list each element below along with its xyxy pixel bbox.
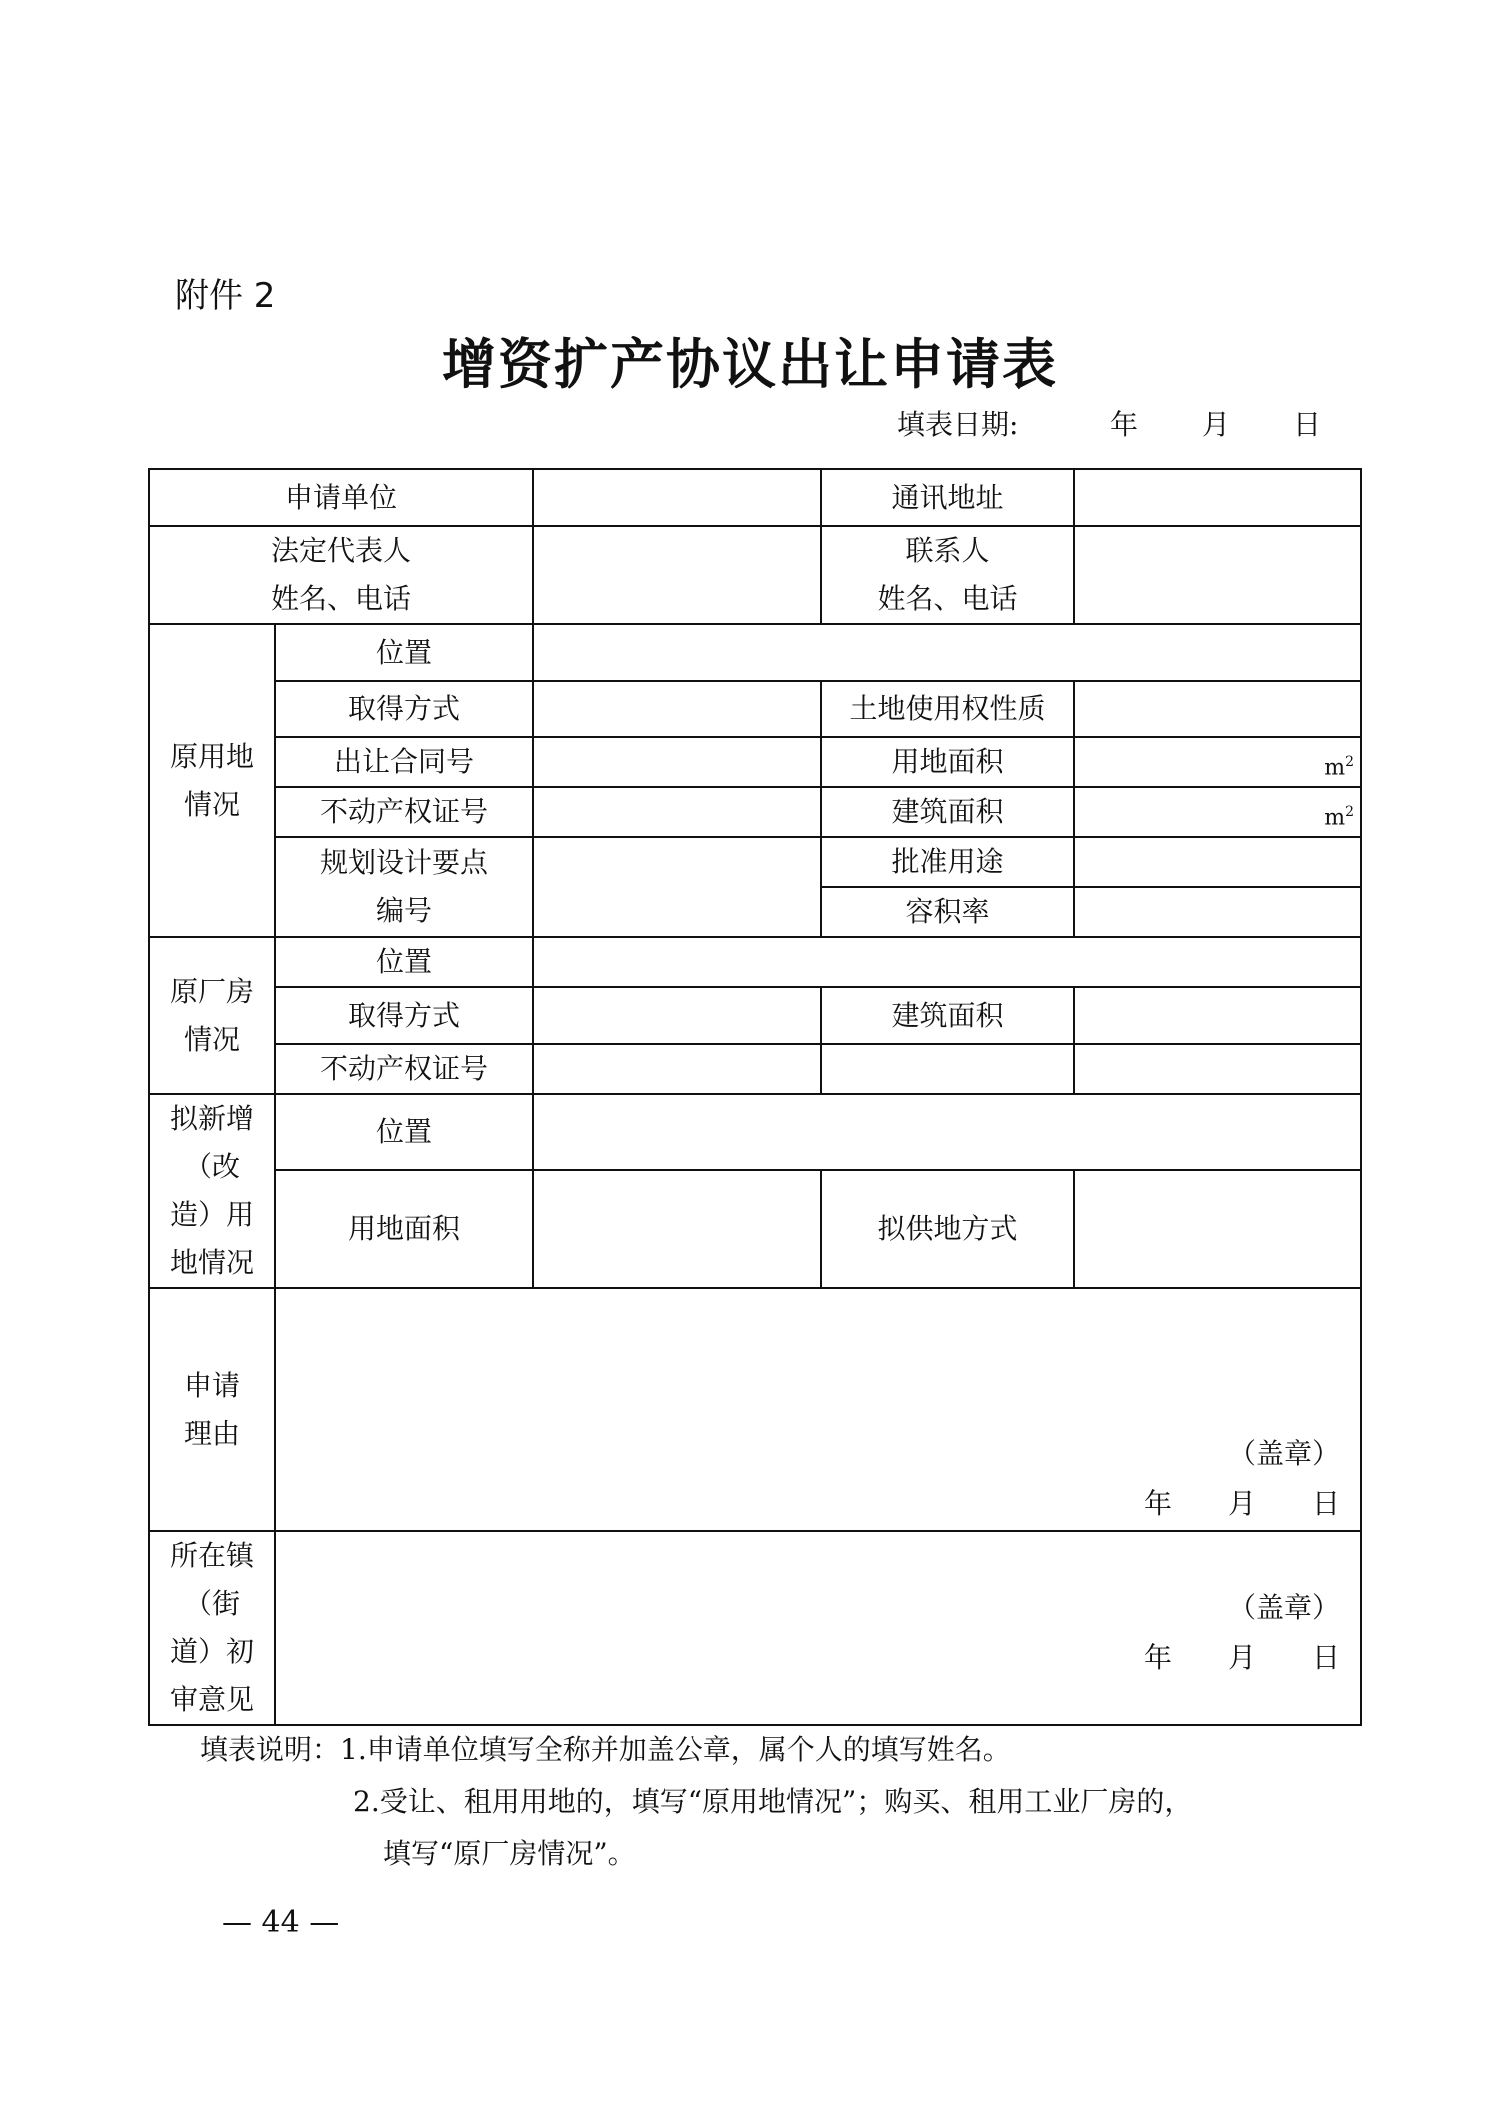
square-meter-unit: $m^2$ — [1324, 804, 1355, 831]
orig-plant-cert-field[interactable] — [533, 1044, 821, 1094]
far-label: 容积率 — [821, 887, 1074, 937]
orig-land-acquire-label: 取得方式 — [275, 681, 533, 737]
attachment-label: 附件 2 — [175, 276, 276, 316]
reason-date: 年 月 日 — [1144, 1487, 1341, 1520]
town-date: 年 月 日 — [1144, 1641, 1341, 1674]
new-land-area-label: 用地面积 — [275, 1170, 533, 1288]
land-area-field[interactable] — [1074, 737, 1361, 787]
contract-no-label: 出让合同号 — [275, 737, 533, 787]
page-number: — 44 — — [222, 1905, 340, 1940]
town-seal: （盖章） — [1228, 1591, 1341, 1624]
orig-land-cert-label: 不动产权证号 — [275, 787, 533, 837]
orig-plant-section-label: 原厂房 情况 — [149, 937, 275, 1094]
supply-method-label: 拟供地方式 — [821, 1170, 1074, 1288]
contact-label: 联系人 姓名、电话 — [821, 526, 1074, 624]
orig-plant-acquire-field[interactable] — [533, 987, 821, 1044]
orig-plant-cert-label: 不动产权证号 — [275, 1044, 533, 1094]
land-nature-label: 土地使用权性质 — [821, 681, 1074, 737]
applicant-label: 申请单位 — [149, 469, 533, 526]
address-field[interactable] — [1074, 469, 1361, 526]
orig-plant-building-area-field[interactable] — [1074, 987, 1361, 1044]
plan-no-field[interactable] — [533, 837, 821, 937]
orig-land-acquire-field[interactable] — [533, 681, 821, 737]
plan-no-label: 规划设计要点 编号 — [275, 837, 533, 937]
orig-plant-location-field[interactable] — [533, 937, 1361, 987]
date-day: 日 — [1293, 408, 1322, 441]
note-line-2: 2.受让、租用用地的，填写“原用地情况”；购买、租用工业厂房的， — [353, 1785, 1193, 1818]
orig-plant-acquire-label: 取得方式 — [275, 987, 533, 1044]
date-year: 年 — [1110, 408, 1139, 441]
reason-seal: （盖章） — [1228, 1437, 1341, 1470]
orig-plant-extra-field[interactable] — [821, 1044, 1074, 1094]
orig-plant-location-label: 位置 — [275, 937, 533, 987]
legal-rep-field[interactable] — [533, 526, 821, 624]
applicant-field[interactable] — [533, 469, 821, 526]
page-title: 增资扩产协议出让申请表 — [442, 332, 1058, 396]
new-land-area-field[interactable] — [533, 1170, 821, 1288]
new-land-location-field[interactable] — [533, 1094, 1361, 1170]
reason-field[interactable] — [275, 1288, 1361, 1531]
square-meter-unit: $m^2$ — [1324, 754, 1355, 781]
land-area-label: 用地面积 — [821, 737, 1074, 787]
approved-use-field[interactable] — [1074, 837, 1361, 887]
legal-rep-label: 法定代表人 姓名、电话 — [149, 526, 533, 624]
date-month: 月 — [1202, 408, 1231, 441]
orig-land-cert-field[interactable] — [533, 787, 821, 837]
orig-land-section-label: 原用地 情况 — [149, 624, 275, 937]
note-line-1: 填表说明：1.申请单位填写全称并加盖公章，属个人的填写姓名。 — [200, 1733, 1011, 1766]
orig-plant-building-area-label: 建筑面积 — [821, 987, 1074, 1044]
orig-land-location-label: 位置 — [275, 624, 533, 681]
reason-label: 申请 理由 — [149, 1288, 275, 1531]
new-land-section-label: 拟新增 （改 造）用 地情况 — [149, 1094, 275, 1288]
far-field[interactable] — [1074, 887, 1361, 937]
orig-land-building-area-label: 建筑面积 — [821, 787, 1074, 837]
town-opinion-label: 所在镇 （街 道）初 审意见 — [149, 1531, 275, 1725]
orig-land-building-area-field[interactable] — [1074, 787, 1361, 837]
orig-land-location-field[interactable] — [533, 624, 1361, 681]
town-opinion-field[interactable] — [275, 1531, 1361, 1725]
approved-use-label: 批准用途 — [821, 837, 1074, 887]
land-nature-field[interactable] — [1074, 681, 1361, 737]
address-label: 通讯地址 — [821, 469, 1074, 526]
application-form — [148, 468, 1362, 1726]
date-label: 填表日期: — [897, 408, 1019, 441]
contract-no-field[interactable] — [533, 737, 821, 787]
contact-field[interactable] — [1074, 526, 1361, 624]
supply-method-field[interactable] — [1074, 1170, 1361, 1288]
orig-plant-extra-field-2[interactable] — [1074, 1044, 1361, 1094]
new-land-location-label: 位置 — [275, 1094, 533, 1170]
note-line-3: 填写“原厂房情况”。 — [383, 1837, 636, 1870]
